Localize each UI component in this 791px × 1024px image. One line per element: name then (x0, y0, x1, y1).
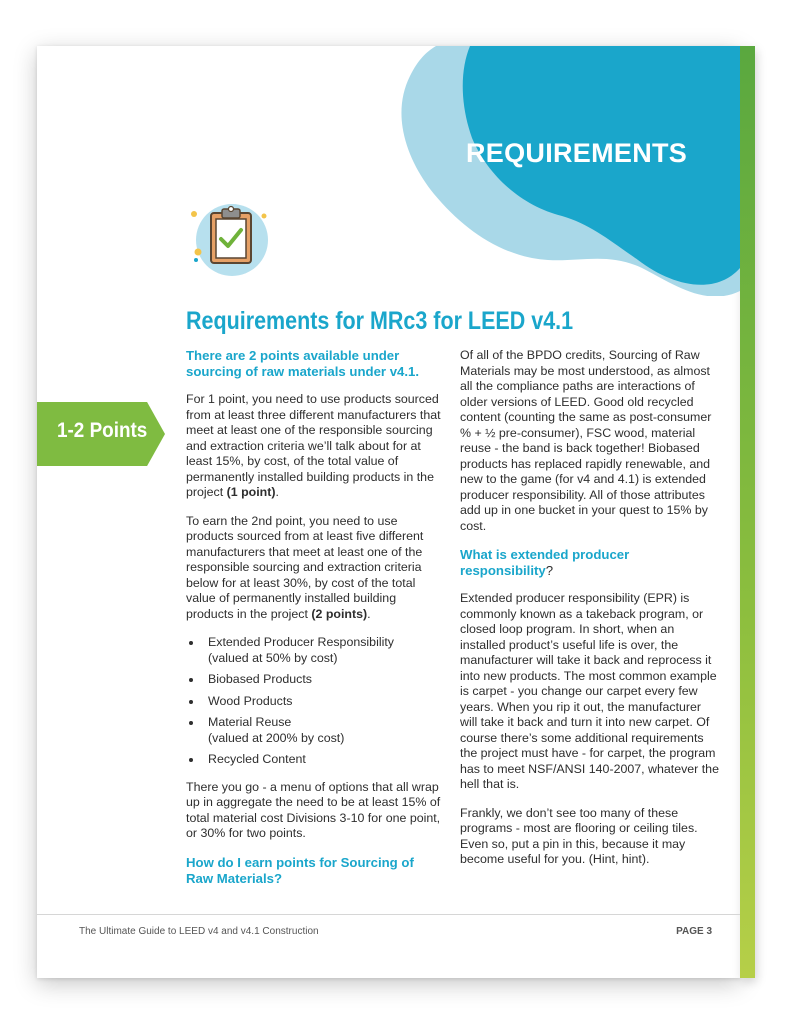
page-edge-green-bar (740, 46, 755, 978)
page-number: PAGE 3 (676, 926, 712, 937)
bpdo-paragraph: Of all of the BPDO credits, Sourcing of Raw Materials may be most understood, as almost all the compliance paths are interactions of older versions of LEED. Good old recycled content (counting the same as post-consumer % + ½ pre-consumer), FSC wood, material reuse - the band is back together! Biobased products has replaced rapidly renewable, and new to the game (for v4 and 4.1) is extended producer responsibility. All of those attributes add up in one bucket in your quest to 15% by cost. (460, 348, 712, 533)
question-heading: How do I earn points for Sourcing of Raw Materials? (186, 854, 414, 886)
paragraph-bold: (1 point) (226, 485, 276, 499)
paragraph-text: To earn the 2nd point, you need to use products sourced from at least five different manufacturers that meet at least one of the responsible sourcing and extraction criteria below for at least 30%, by cost of the total value of permanently installed building products in the project (186, 513, 424, 621)
list-item-label: Extended Producer Responsibility (208, 635, 394, 649)
list-item (186, 694, 444, 710)
section-heading: Requirements for MRc3 for LEED v4.1 (186, 307, 574, 335)
criteria-list (186, 635, 444, 768)
closing-paragraph: Frankly, we don’t see too many of these programs - most are flooring or ceiling tiles. Even so, put a pin in this, because it may become useful for you. (Hint, hint). (460, 805, 698, 866)
list-item (186, 752, 444, 768)
list-item (186, 635, 444, 666)
clipboard-check-icon (186, 196, 270, 280)
epr-paragraph: Extended producer responsibility (EPR) is commonly known as a takeback program, or closed loop program. In short, when an installed product’s useful life is over, the manufacturer will take it back and reprocess it into new products. The most common example is carpet - you change our carpet every few years. When you rip it out, the manufacturer will take it back and turn it into new carpet. Of course there’s some additional requirements the project must have - for carpet, the program has to meet NSF/ANSI 140-2007, whatever the hell that is. (460, 591, 719, 791)
paragraph-bold: (2 points) (311, 606, 368, 621)
epr-heading-text: What is extended producer responsibility (460, 547, 630, 578)
footer-title: The Ultimate Guide to LEED v4 and v4.1 Construction (79, 926, 319, 937)
right-column (460, 348, 720, 881)
left-column (186, 348, 444, 899)
list-item-note: (valued at 200% by cost) (208, 730, 345, 745)
list-item-label: Recycled Content (208, 752, 306, 766)
list-item-label: Material Reuse (208, 715, 292, 729)
list-item-note: (valued at 50% by cost) (208, 650, 338, 665)
requirements-title: REQUIREMENTS (466, 138, 688, 168)
paragraph-text: For 1 point, you need to use products sourced from at least three different manufacturers that meet at least one of the responsible sourcing and extraction criteria we’ll talk about for at least 15%, by cost, of the total value of permanently installed building products in the project (186, 392, 441, 499)
paragraph-one-point: For 1 point, you need to use products sourced from at least three different manufacturers that meet at least one of the responsible sourcing and extraction criteria we’ll talk about for at least 15%, by cost, of the total value of permanently installed building products in the project (1 point). (186, 392, 441, 499)
epr-heading: What is extended producer responsibility? (460, 547, 630, 578)
list-item (186, 715, 444, 746)
list-item-label: Biobased Products (208, 672, 313, 686)
paragraph-two-points: To earn the 2nd point, you need to use products sourced from at least five different manufacturers that meet at least one of the responsible sourcing and extraction criteria below for at least 30%, by cost of the total value of permanently installed building products in the project (2 points). (186, 513, 424, 621)
intro-heading: There are 2 points available under sourcing of raw materials under v4.1. (186, 348, 420, 379)
points-badge-label: 1-2 Points (57, 419, 148, 442)
summary-paragraph: There you go - a menu of options that all wrap up in aggregate the need to be at least 15% of total material cost Divisions 3-10 for one point, or 30% for two points. (186, 779, 441, 840)
footer-divider (37, 914, 740, 915)
header-blob-shape (380, 46, 740, 296)
list-item-label: Wood Products (208, 693, 293, 708)
list-item (186, 672, 444, 688)
